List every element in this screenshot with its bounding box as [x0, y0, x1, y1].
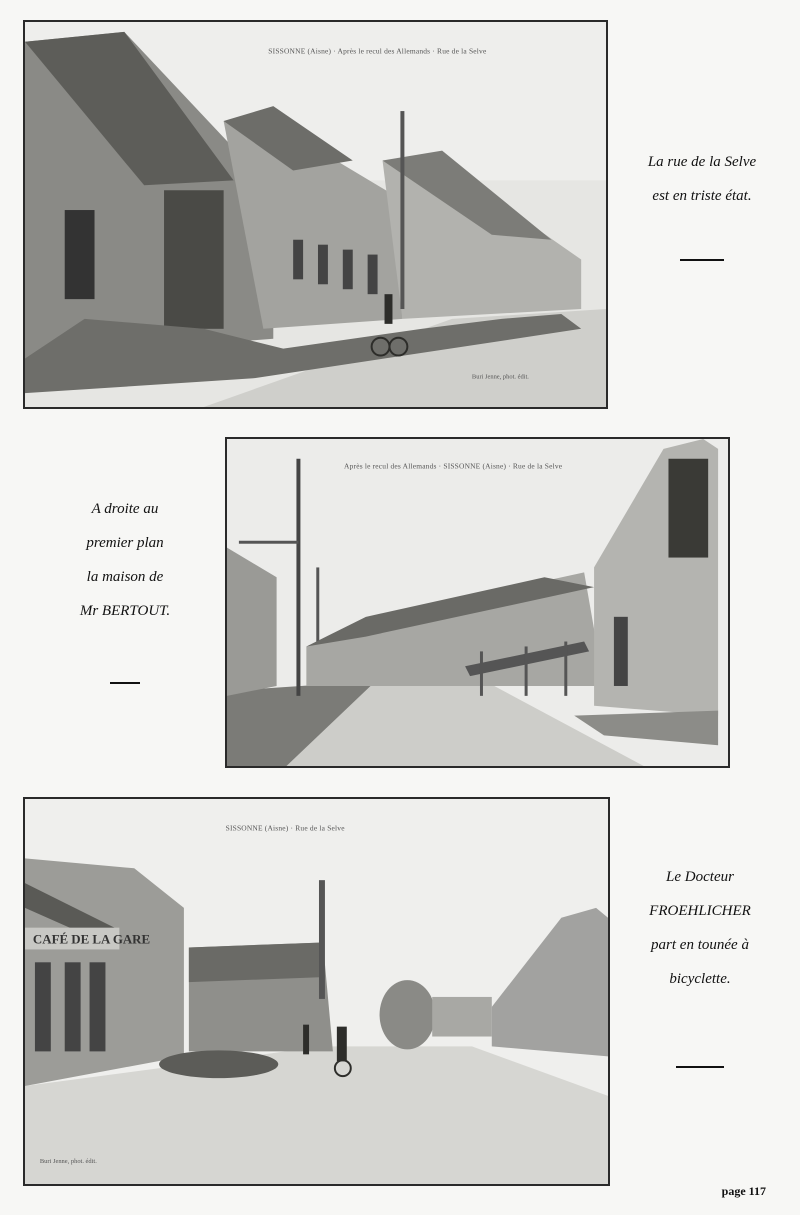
caption-3-line-3: part en tounée à [651, 937, 749, 953]
caption-3 [620, 860, 780, 1068]
divider-2 [110, 682, 140, 684]
caption-2 [45, 492, 205, 684]
caption-3-line-1: Le Docteur [666, 869, 734, 885]
street-photo-2 [227, 439, 728, 766]
postcard-photo-2 [225, 437, 730, 768]
caption-3-line-4: bicyclette. [669, 971, 731, 987]
caption-2-line-2: premier plan [86, 535, 164, 551]
street-ruins-photo-1 [25, 22, 606, 407]
postcard-title-2: Après le recul des Allemands · SISSONNE (Aisne) · Rue de la Selve [344, 461, 563, 471]
caption-2-line-3: la maison de [86, 569, 164, 585]
caption-2-line-1: A droite au [91, 501, 159, 517]
caption-1-line-1: La rue de la Selve [647, 154, 757, 170]
divider-3 [676, 1066, 724, 1068]
caption-1 [622, 145, 782, 261]
caption-3-line-2: FROEHLICHER [649, 903, 751, 919]
shop-sign-text: CAFÉ DE LA GARE [32, 932, 151, 947]
divider-1 [680, 259, 724, 261]
postcard-title-1: SISSONNE (Aisne) · Après le recul des Allemands · Rue de la Selve [268, 46, 487, 56]
postcard-credit-1: Buri Jenne, phot. édit. [471, 373, 529, 381]
postcard-photo-3 [23, 797, 610, 1186]
postcard-title-3: SISSONNE (Aisne) · Rue de la Selve [225, 823, 345, 833]
postcard-photo-1 [23, 20, 608, 409]
caption-1-line-2: est en triste état. [652, 188, 752, 204]
street-photo-3 [25, 799, 608, 1184]
caption-2-line-4: Mr BERTOUT. [79, 603, 171, 619]
page-number: page 117 [721, 1184, 766, 1198]
postcard-credit-3: Buri Jenne, phot. édit. [39, 1158, 97, 1166]
